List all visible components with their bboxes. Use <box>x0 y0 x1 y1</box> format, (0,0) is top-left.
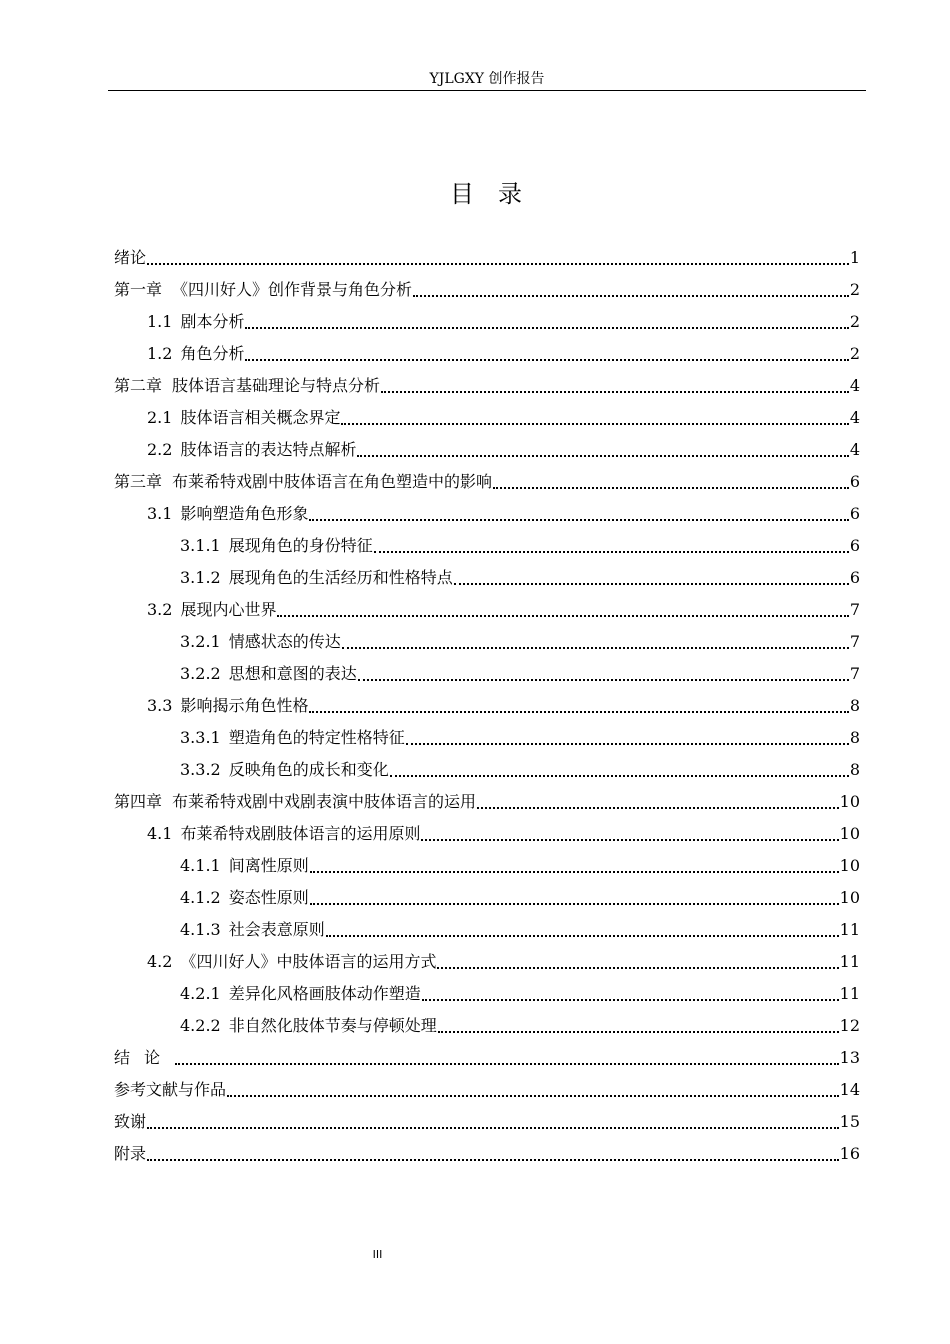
dot-leader <box>342 647 849 649</box>
toc-entry-page: 7 <box>849 664 860 683</box>
dot-leader <box>437 967 838 969</box>
toc-entry-number: 第四章 <box>114 792 163 811</box>
toc-entry[interactable] <box>114 1138 860 1170</box>
toc-entry-title: 绪论 <box>114 248 147 267</box>
dot-leader <box>147 1159 839 1161</box>
toc-entry[interactable] <box>114 338 860 370</box>
toc-entry[interactable] <box>114 530 860 562</box>
dot-leader <box>245 359 848 361</box>
toc-entry-number: 4.1.2 <box>180 888 221 907</box>
toc-entry-page: 10 <box>839 888 860 907</box>
toc-entry-title: 姿态性原则 <box>228 888 309 907</box>
toc-entry-title: 致谢 <box>114 1112 147 1131</box>
toc-entry-title: 间离性原则 <box>228 856 309 875</box>
dot-leader <box>357 455 848 457</box>
toc-entry-number: 2.2 <box>147 440 173 459</box>
dot-leader <box>381 391 849 393</box>
toc-entry-number: 3.1.2 <box>180 568 221 587</box>
toc-entry[interactable] <box>114 690 860 722</box>
toc-entry-page: 11 <box>839 984 860 1003</box>
toc-entry-page: 8 <box>849 760 860 779</box>
toc-entry[interactable] <box>114 466 860 498</box>
toc-entry-title: 肢体语言相关概念界定 <box>180 408 341 427</box>
toc-entry-title: 剧本分析 <box>180 312 245 331</box>
toc-entry-page: 10 <box>839 792 860 811</box>
dot-leader <box>413 295 849 297</box>
toc-entry[interactable] <box>114 882 860 914</box>
toc-entry-number: 3.2.1 <box>180 632 221 651</box>
dot-leader <box>422 999 839 1001</box>
toc-entry-page: 8 <box>849 728 860 747</box>
toc-entry-title: 反映角色的成长和变化 <box>228 760 389 779</box>
toc-entry[interactable] <box>114 850 860 882</box>
toc-entry-title: 情感状态的传达 <box>228 632 341 651</box>
toc-entry-title: 布莱希特戏剧中肢体语言在角色塑造中的影响 <box>172 472 493 491</box>
toc-entry[interactable] <box>114 242 860 274</box>
toc-entry-page: 10 <box>839 824 860 843</box>
toc-entry[interactable] <box>114 274 860 306</box>
toc-entry[interactable] <box>114 786 860 818</box>
toc-entry-title: 角色分析 <box>180 344 245 363</box>
toc-entry-number: 4.1.1 <box>180 856 221 875</box>
toc-entry-page: 2 <box>849 344 860 363</box>
dot-leader <box>374 551 849 553</box>
toc-entry-page: 11 <box>839 920 860 939</box>
toc-entry[interactable] <box>114 1106 860 1138</box>
table-of-contents <box>114 242 860 1170</box>
toc-entry-number: 3.3.2 <box>180 760 221 779</box>
toc-entry-title: 附录 <box>114 1144 147 1163</box>
toc-entry-title: 布莱希特戏剧肢体语言的运用原则 <box>180 824 421 843</box>
dot-leader <box>147 1127 839 1129</box>
toc-entry-title: 展现内心世界 <box>180 600 277 619</box>
toc-entry[interactable] <box>114 370 860 402</box>
toc-entry-title: 塑造角色的特定性格特征 <box>228 728 405 747</box>
dot-leader <box>493 487 849 489</box>
dot-leader <box>477 807 839 809</box>
toc-entry-number: 4.1 <box>147 824 173 843</box>
toc-entry[interactable] <box>114 1010 860 1042</box>
dot-leader <box>175 1063 839 1065</box>
toc-entry[interactable] <box>114 1074 860 1106</box>
toc-entry-page: 6 <box>849 472 860 491</box>
toc-entry-page: 12 <box>839 1016 860 1035</box>
dot-leader <box>390 775 849 777</box>
toc-entry-number: 4.2.1 <box>180 984 221 1003</box>
toc-entry[interactable] <box>114 306 860 338</box>
dot-leader <box>245 327 848 329</box>
toc-entry-title: 影响揭示角色性格 <box>180 696 309 715</box>
toc-entry-page: 6 <box>849 536 860 555</box>
toc-entry-title: 社会表意原则 <box>228 920 325 939</box>
toc-entry-page: 14 <box>839 1080 860 1099</box>
toc-entry-title: 展现角色的生活经历和性格特点 <box>228 568 453 587</box>
toc-entry-title: 布莱希特戏剧中戏剧表演中肢体语言的运用 <box>172 792 477 811</box>
toc-entry[interactable] <box>114 754 860 786</box>
toc-entry-page: 7 <box>849 600 860 619</box>
toc-entry-number: 3.1 <box>147 504 173 523</box>
dot-leader <box>310 871 839 873</box>
toc-entry-page: 16 <box>839 1144 860 1163</box>
toc-entry-page: 4 <box>849 408 860 427</box>
dot-leader <box>309 519 848 521</box>
toc-entry-page: 13 <box>839 1048 860 1067</box>
dot-leader <box>341 423 848 425</box>
toc-entry-number: 1.2 <box>147 344 173 363</box>
dot-leader <box>438 1031 839 1033</box>
toc-entry-page: 6 <box>849 568 860 587</box>
toc-entry-title: 结论 <box>114 1048 175 1067</box>
dot-leader <box>227 1095 839 1097</box>
toc-entry-page: 8 <box>849 696 860 715</box>
toc-entry-number: 第三章 <box>114 472 163 491</box>
toc-entry-title: 思想和意图的表达 <box>228 664 357 683</box>
toc-title-char-1: 目 <box>450 180 476 208</box>
toc-entry-title: 影响塑造角色形象 <box>180 504 309 523</box>
toc-entry[interactable] <box>114 626 860 658</box>
toc-entry[interactable] <box>114 978 860 1010</box>
toc-entry-number: 3.3 <box>147 696 173 715</box>
toc-entry-page: 6 <box>849 504 860 523</box>
toc-entry-number: 4.2 <box>147 952 173 971</box>
toc-entry[interactable] <box>114 658 860 690</box>
toc-entry-page: 2 <box>849 280 860 299</box>
toc-entry-title: 肢体语言基础理论与特点分析 <box>172 376 381 395</box>
dot-leader <box>310 903 839 905</box>
dot-leader <box>406 743 849 745</box>
toc-entry-number: 3.3.1 <box>180 728 221 747</box>
toc-entry-title: 《四川好人》创作背景与角色分析 <box>172 280 413 299</box>
toc-entry-page: 4 <box>849 440 860 459</box>
toc-entry[interactable] <box>114 946 860 978</box>
toc-entry[interactable] <box>114 818 860 850</box>
toc-entry-title: 非自然化肢体节奏与停顿处理 <box>228 1016 437 1035</box>
toc-entry[interactable] <box>114 914 860 946</box>
toc-entry-number: 2.1 <box>147 408 173 427</box>
toc-entry-number: 第二章 <box>114 376 163 395</box>
toc-entry-page: 7 <box>849 632 860 651</box>
toc-entry[interactable] <box>114 722 860 754</box>
toc-title-char-2: 录 <box>498 180 524 208</box>
toc-entry-title: 肢体语言的表达特点解析 <box>180 440 357 459</box>
toc-entry[interactable] <box>114 402 860 434</box>
toc-title <box>108 176 866 212</box>
toc-entry-number: 1.1 <box>147 312 173 331</box>
toc-entry-title: 《四川好人》中肢体语言的运用方式 <box>180 952 437 971</box>
toc-entry[interactable] <box>114 562 860 594</box>
header-rule <box>108 90 866 91</box>
toc-entry-title: 展现角色的身份特征 <box>228 536 373 555</box>
dot-leader <box>277 615 848 617</box>
toc-entry[interactable] <box>114 1042 860 1074</box>
toc-entry-page: 1 <box>849 248 860 267</box>
toc-entry[interactable] <box>114 434 860 466</box>
page-number: III <box>372 1248 383 1261</box>
toc-entry-page: 4 <box>849 376 860 395</box>
dot-leader <box>309 711 848 713</box>
dot-leader <box>454 583 849 585</box>
toc-entry[interactable] <box>114 498 860 530</box>
page-header: YJLGXY 创作报告 <box>429 71 545 87</box>
dot-leader <box>326 935 839 937</box>
toc-entry-page: 2 <box>849 312 860 331</box>
toc-entry-number: 3.2 <box>147 600 173 619</box>
toc-entry-title: 参考文献与作品 <box>114 1080 227 1099</box>
dot-leader <box>147 263 849 265</box>
toc-entry-page: 15 <box>839 1112 860 1131</box>
toc-entry-page: 10 <box>839 856 860 875</box>
toc-entry-page: 11 <box>839 952 860 971</box>
toc-entry-number: 3.1.1 <box>180 536 221 555</box>
toc-entry-number: 4.2.2 <box>180 1016 221 1035</box>
dot-leader <box>421 839 838 841</box>
toc-entry-title: 差异化风格画肢体动作塑造 <box>228 984 421 1003</box>
toc-entry[interactable] <box>114 594 860 626</box>
dot-leader <box>358 679 849 681</box>
toc-entry-number: 4.1.3 <box>180 920 221 939</box>
toc-entry-number: 第一章 <box>114 280 163 299</box>
toc-entry-number: 3.2.2 <box>180 664 221 683</box>
